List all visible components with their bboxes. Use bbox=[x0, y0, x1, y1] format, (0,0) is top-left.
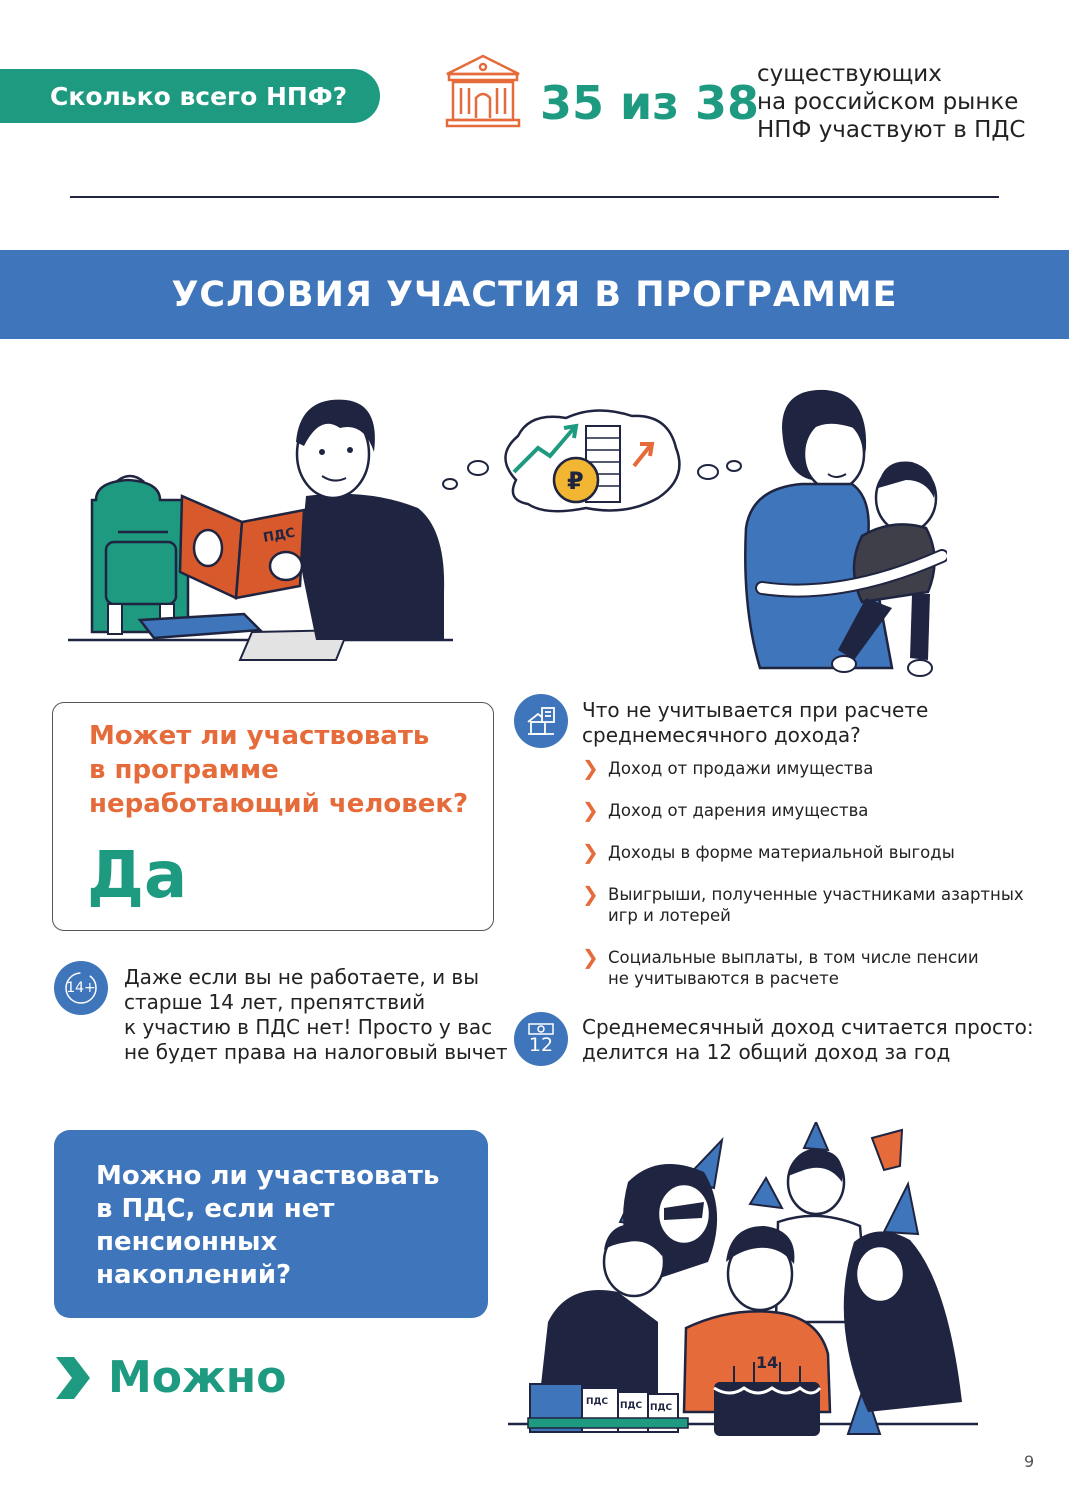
question-line: Можно ли участвовать bbox=[96, 1161, 440, 1191]
average-income-note bbox=[582, 1015, 1034, 1065]
question-no-savings-card bbox=[54, 1130, 488, 1318]
exclusion-text: игр и лотерей bbox=[608, 906, 731, 925]
question-no-savings-title bbox=[96, 1160, 439, 1292]
money-icon-label: 12 bbox=[528, 1034, 554, 1056]
chevron-right-icon bbox=[52, 1353, 94, 1403]
section-pill bbox=[0, 69, 380, 123]
question-line: в программе bbox=[89, 755, 279, 785]
stat-line: НПФ участвуют в ПДС bbox=[757, 117, 1026, 143]
question-nonworking-answer: Да bbox=[87, 839, 188, 913]
npf-count-description bbox=[757, 60, 1025, 144]
question-nonworking-card bbox=[52, 702, 494, 931]
money-12-icon bbox=[514, 1012, 568, 1066]
gift-box-label: ПДС bbox=[620, 1401, 643, 1411]
gift-box-label: ПДС bbox=[650, 1403, 673, 1413]
exclusion-item bbox=[582, 947, 979, 989]
bank-building-icon bbox=[443, 52, 523, 130]
question-nonworking-title bbox=[89, 719, 479, 821]
age-14-plus-icon bbox=[54, 961, 108, 1015]
student-reading-illustration bbox=[68, 392, 458, 664]
question-line: неработающий человек? bbox=[89, 789, 469, 819]
mother-with-baby-illustration bbox=[742, 388, 947, 688]
exclusion-text: Доход от дарения имущества bbox=[608, 801, 869, 820]
npf-count-stat: 35 из 38 bbox=[540, 76, 760, 130]
question-line: пенсионных bbox=[96, 1227, 278, 1257]
note-line: не будет права на налоговый вычет bbox=[124, 1040, 508, 1064]
question-line: в ПДС, если нет bbox=[96, 1194, 335, 1224]
chevron-right-icon: ❯ bbox=[582, 945, 599, 969]
gift-box-label: ПДС bbox=[586, 1397, 609, 1407]
exclusion-text: Выигрыши, полученные участниками азартных bbox=[608, 885, 1024, 904]
pill-label: Сколько всего НПФ? bbox=[50, 81, 348, 111]
exclusion-item bbox=[582, 758, 873, 779]
exclusions-title bbox=[582, 698, 928, 748]
section-banner bbox=[0, 250, 1069, 339]
title-line: среднемесячного дохода? bbox=[582, 723, 861, 747]
stat-line: существующих bbox=[757, 61, 942, 87]
property-calculator-icon bbox=[514, 694, 568, 748]
title-line: Что не учитывается при расчете bbox=[582, 698, 929, 722]
exclusion-text: Доход от продажи имущества bbox=[608, 759, 874, 778]
stat-line: на российском рынке bbox=[757, 89, 1019, 115]
exclusion-item bbox=[582, 884, 1024, 926]
note-line: Даже если вы не работаете, и вы bbox=[124, 965, 480, 989]
age-icon-label: 14+ bbox=[66, 980, 96, 996]
question-line: накоплений? bbox=[96, 1260, 292, 1290]
birthday-party-illustration bbox=[508, 1122, 988, 1447]
banner-title: УСЛОВИЯ УЧАСТИЯ В ПРОГРАММЕ bbox=[171, 274, 898, 315]
exclusion-text: не учитываются в расчете bbox=[608, 969, 839, 988]
divider bbox=[70, 196, 999, 198]
chevron-right-icon: ❯ bbox=[582, 798, 599, 822]
answer-word: Можно bbox=[108, 1352, 287, 1403]
money-thought-bubble-illustration bbox=[436, 408, 746, 516]
question-line: Может ли участвовать bbox=[89, 721, 430, 751]
exclusion-text: Доходы в форме материальной выгоды bbox=[608, 843, 955, 862]
exclusion-item bbox=[582, 842, 955, 863]
book-label: ПДС bbox=[262, 525, 297, 546]
question-no-savings-answer bbox=[52, 1352, 286, 1403]
age-14-note bbox=[124, 965, 508, 1065]
chevron-right-icon: ❯ bbox=[582, 756, 599, 780]
note-line: делится на 12 общий доход за год bbox=[582, 1040, 951, 1064]
cake-number: 14 bbox=[756, 1353, 779, 1372]
chevron-right-icon: ❯ bbox=[582, 882, 599, 906]
exclusion-text: Социальные выплаты, в том числе пенсии bbox=[608, 948, 979, 967]
note-line: Среднемесячный доход считается просто: bbox=[582, 1015, 1034, 1039]
page-number: 9 bbox=[1024, 1452, 1035, 1471]
svg-text:₽: ₽ bbox=[567, 467, 584, 495]
exclusion-item bbox=[582, 800, 868, 821]
chevron-right-icon: ❯ bbox=[582, 840, 599, 864]
note-line: старше 14 лет, препятствий bbox=[124, 990, 426, 1014]
note-line: к участию в ПДС нет! Просто у вас bbox=[124, 1015, 493, 1039]
